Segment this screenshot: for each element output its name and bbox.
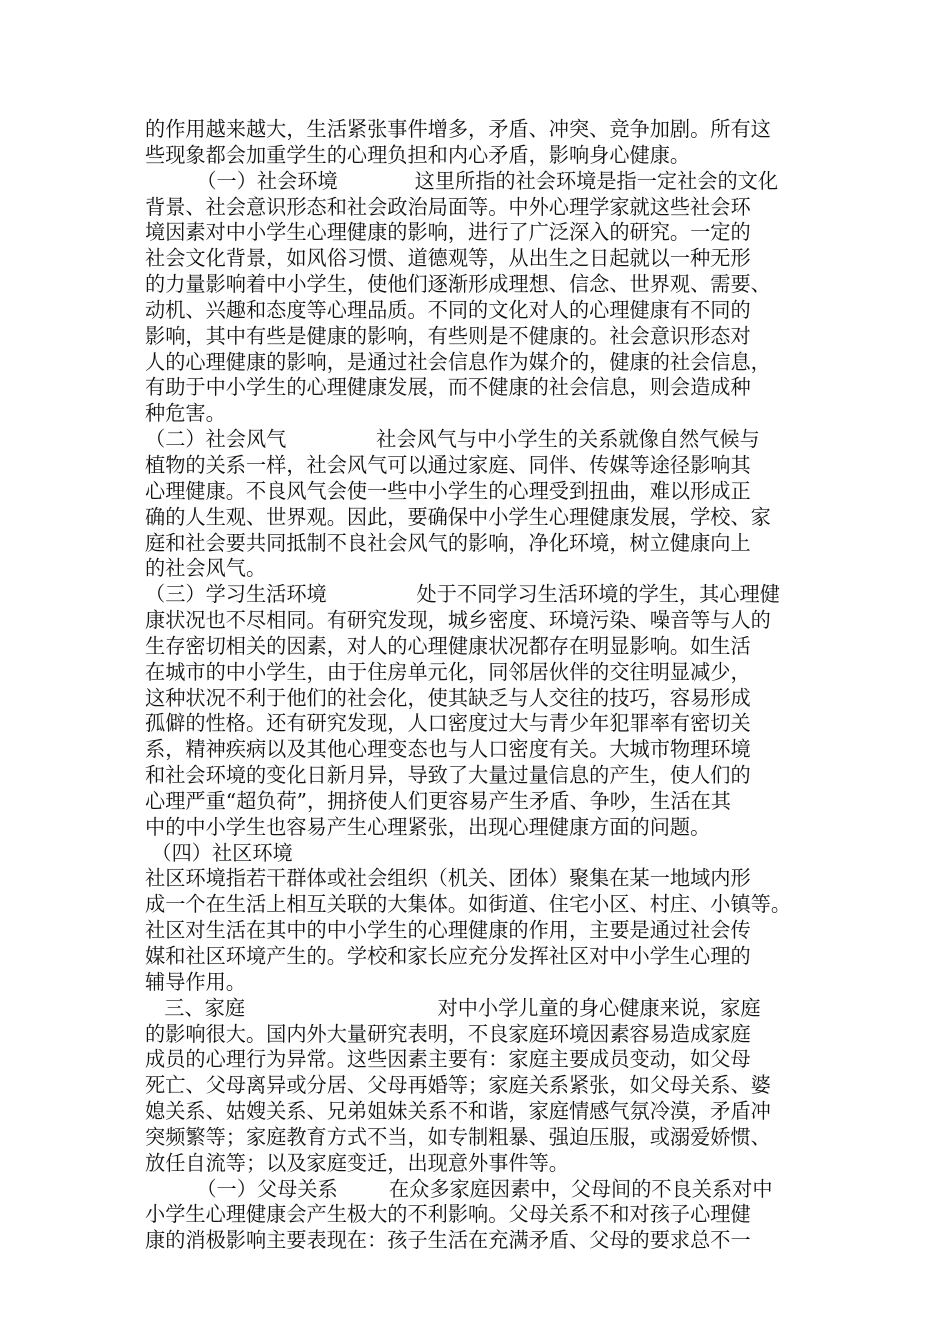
text-line: 辅导作用。: [145, 969, 246, 994]
text-line: 社会文化背景，如风俗习惯、道德观等，从出生之日起就以一种无形: [145, 246, 751, 271]
text-line: 中的中小学生也容易产生心理紧张，出现心理健康方面的问题。: [145, 814, 711, 839]
text-line: 社区环境指若干群体或社会组织（机关、团体）聚集在某一地域内形: [145, 866, 751, 891]
text-line: 成员的心理行为异常。这些因素主要有：家庭主要成员变动，如父母: [145, 1047, 751, 1072]
text-line: 康的消极影响主要表现在：孩子生活在充满矛盾、父母的要求总不一: [145, 1228, 751, 1253]
text-line: 些现象都会加重学生的心理负担和内心矛盾，影响身心健康。: [145, 142, 691, 167]
document-body: [145, 117, 815, 1254]
text-line: 庭和社会要共同抵制不良社会风气的影响，净化环境，树立健康向上: [145, 530, 751, 555]
text-line: 境因素对中小学生心理健康的影响，进行了广泛深入的研究。一定的: [145, 220, 751, 245]
text-line: 背景、社会意识形态和社会政治局面等。中外心理学家就这些社会环: [145, 194, 751, 219]
text-line: 系，精神疾病以及其他心理变态也与人口密度有关。大城市物理环境: [145, 737, 751, 762]
text-line: 的力量影响着中小学生，使他们逐渐形成理想、信念、世界观、需要、: [145, 272, 771, 297]
text-line: 死亡、父母离异或分居、父母再婚等；家庭关系紧张，如父母关系、婆: [145, 1073, 771, 1098]
text-line: 生存密切相关的因素，对人的心理健康状况都存在明显影响。如生活: [145, 633, 751, 658]
text-line: 社区对生活在其中的中小学生的心理健康的作用，主要是通过社会传: [145, 918, 751, 943]
section-heading-social-atmosphere: （二）社会风气 社会风气与中小学生的关系就像自然气候与: [145, 427, 760, 452]
text-line: 有助于中小学生的心理健康发展，而不健康的社会信息，则会造成种: [145, 375, 751, 400]
text-line: 种危害。: [145, 401, 226, 426]
text-line: 和社会环境的变化日新月异，导致了大量过量信息的产生，使人们的: [145, 763, 751, 788]
section-heading-study-environment: （三）学习生活环境 处于不同学习生活环境的学生，其心理健: [145, 582, 780, 607]
text-line: 康状况也不尽相同。有研究发现，城乡密度、环境污染、噪音等与人的: [145, 608, 771, 633]
text-line: 突频繁等；家庭教育方式不当，如专制粗暴、强迫压服，或溺爱娇惯、: [145, 1124, 771, 1149]
text-line: 媒和社区环境产生的。学校和家长应充分发挥社区对中小学生心理的: [145, 944, 751, 968]
text-line: 的影响很大。国内外大量研究表明，不良家庭环境因素容易造成家庭: [145, 1021, 751, 1046]
section-heading-community-environment: （四）社区环境: [145, 840, 293, 865]
text-line: 心理健康。不良风气会使一些中小学生的心理受到扭曲，难以形成正: [145, 478, 751, 503]
text-line: 影响，其中有些是健康的影响，有些则是不健康的。社会意识形态对: [145, 323, 751, 348]
section-heading-parent-relationship: （一）父母关系 在众多家庭因素中，父母间的不良关系对中: [145, 1176, 773, 1201]
text-line: 的社会风气。: [145, 556, 267, 581]
text-line: 孤僻的性格。还有研究发现，人口密度过大与青少年犯罪率有密切关: [145, 711, 751, 736]
text-line: 小学生心理健康会产生极大的不利影响。父母关系不和对孩子心理健: [145, 1202, 751, 1227]
text-line: 的作用越来越大，生活紧张事件增多，矛盾、冲突、竞争加剧。所有这: [145, 117, 771, 141]
text-line: 植物的关系一样，社会风气可以通过家庭、同伴、传媒等途径影响其: [145, 452, 751, 477]
text-line: 动机、兴趣和态度等心理品质。不同的文化对人的心理健康有不同的: [145, 297, 751, 322]
text-line: 媳关系、姑嫂关系、兄弟姐妹关系不和谐，家庭情感气氛冷漠，矛盾冲: [145, 1099, 771, 1124]
section-heading-family: 三、家庭 对中小学儿童的身心健康来说，家庭: [145, 995, 761, 1020]
text-line: 放任自流等；以及家庭变迁，出现意外事件等。: [145, 1150, 569, 1175]
text-line: 在城市的中小学生，由于住房单元化，同邻居伙伴的交往明显减少，: [145, 659, 751, 684]
text-line: 心理严重“超负荷”，拥挤使人们更容易产生矛盾、争吵，生活在其: [145, 788, 731, 813]
text-line: 成一个在生活上相互关联的大集体。如街道、住宅小区、村庄、小镇等。: [145, 892, 792, 917]
text-line: 这种状况不利于他们的社会化，使其缺乏与人交往的技巧，容易形成: [145, 685, 751, 710]
text-line: 确的人生观、世界观。因此，要确保中小学生心理健康发展，学校、家: [145, 504, 771, 529]
text-line: 人的心理健康的影响，是通过社会信息作为媒介的，健康的社会信息，: [145, 349, 771, 374]
section-heading-social-environment: （一）社会环境 这里所指的社会环境是指一定社会的文化: [145, 168, 779, 193]
